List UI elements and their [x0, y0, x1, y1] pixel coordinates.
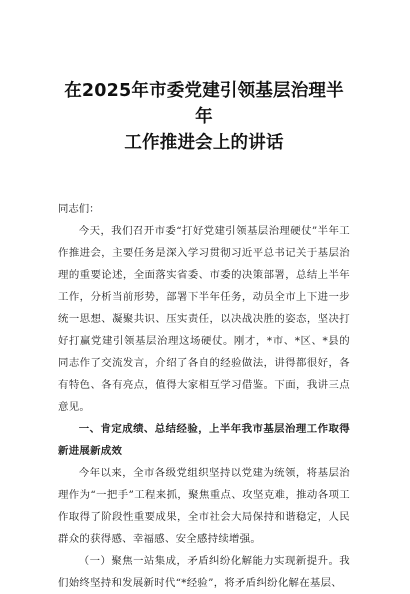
title-line-1: 在2025年市委党建引领基层治理半年 [64, 81, 344, 127]
paragraph-intro: 今天，我们召开市委“打好党建引领基层治理硬仗”半年工作推进会，主要任务是深入学习贯彻习近平总书记关于基层治理的重要论述，全面落实省委、市委的决策部署，总结上半年工作，分析当前形势，部署下半年任务，动员全市上下进一步统一思想、凝聚共识、压实责任，以决战决胜的姿态，坚决打好打赢党建引领基层治理这场硬仗。刚才，*市、*区、*县的同志作了交流发言，介绍了各自的经验做法，讲得都很好，各有特色、各有亮点，值得大家相互学习借鉴。下面，我讲三点意见。 [58, 225, 350, 413]
title-line-2: 工作推进会上的讲话 [124, 133, 284, 153]
document-title [58, 78, 350, 156]
section-heading-1: 一、肯定成绩、总结经验，上半年我市基层治理工作取得新进展新成效 [58, 423, 350, 457]
paragraph-subsection-1: （一）聚焦一站集成，矛盾纠纷化解能力实现新提升。我们始终坚持和发展新时代“*经验”，将矛盾纠纷化解在基层、 [58, 555, 350, 589]
salutation: 同志们： [58, 203, 100, 215]
paragraph-achievements: 今年以来，全市各级党组织坚持以党建为统领，将基层治理作为“一把手”工程来抓，聚焦重点、攻坚克难，推动各项工作取得了阶段性重要成果，全市社会大局保持和谐稳定，人民群众的获得感、幸福感、安全感持续增强。 [58, 467, 350, 545]
